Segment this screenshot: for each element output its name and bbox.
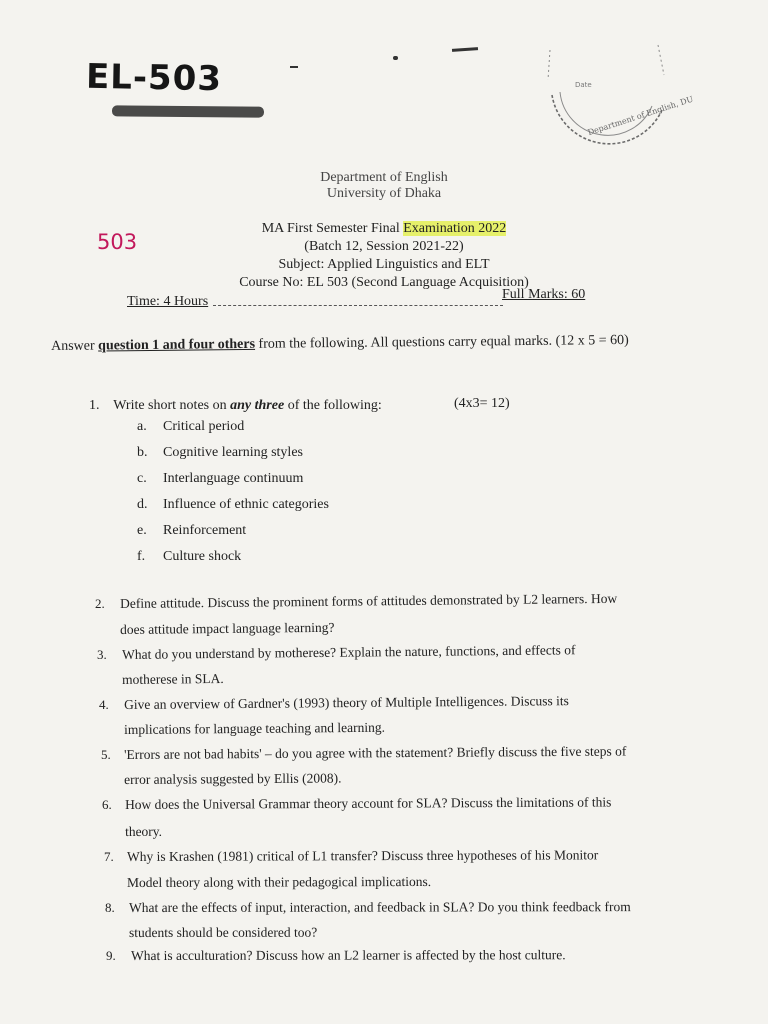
question-number: 8. [105,900,115,915]
question-text-line: What are the effects of input, interaction, and feedback in SLA? Do you think feedback from [129,899,631,915]
question-number: 6. [102,797,112,812]
course-line: Course No: EL 503 (Second Language Acquisition) [239,275,529,290]
instruction-prefix: Answer [51,338,99,354]
question-text-line: students should be considered too? [129,924,318,940]
list-item-text: Interlanguage continuum [163,471,304,486]
subject-line: Subject: Applied Linguistics and ELT [278,257,490,272]
question-text-end: of the following: [284,398,382,413]
question-text-line: Give an overview of Gardner's (1993) theory of Multiple Intelligences. Discuss its [124,693,569,712]
question-text-line: What do you understand by motherese? Explain the nature, functions, and effects of [122,642,576,662]
question-text-line: 'Errors are not bad habits' – do you agree with the statement? Briefly discuss the five steps of [124,743,627,762]
question-number: 9. [106,948,116,963]
question-number: 5. [101,747,111,762]
list-item-label: c. [137,471,147,486]
instruction-suffix: from the following. All questions carry equal marks. (12 x 5 = 60) [254,332,629,352]
exam-title-prefix: MA First Semester Final [261,221,404,236]
exam-title-highlight: Examination 2022 [403,221,507,236]
question-1-marks: (4x3= 12) [454,396,510,411]
list-item-label: e. [137,523,147,538]
strike-mark [112,105,264,117]
header-divider [213,305,503,306]
svg-text:Date: Date [575,81,592,89]
list-item-label: b. [137,445,148,460]
exam-title [0,221,768,237]
university-name: University of Dhaka [326,186,442,201]
list-item [137,497,329,513]
question-number: 4. [99,697,109,712]
list-item-text: Influence of ethnic categories [163,497,329,512]
list-item [137,419,244,435]
question-number: 3. [97,647,107,662]
list-item-label: a. [137,419,147,434]
exam-time: Time: 4 Hours [127,294,209,309]
question-text-line: What is acculturation? Discuss how an L2 learner is affected by the host culture. [131,947,566,963]
question-emphasis: any three [230,398,285,413]
question-text-line: Define attitude. Discuss the prominent forms of attitudes demonstrated by L2 learners. How [120,590,618,611]
list-item-text: Reinforcement [163,523,247,538]
question-text-line: motherese in SLA. [122,670,224,687]
list-item [137,549,241,565]
stray-mark [452,47,478,52]
list-item-label: f. [137,549,146,564]
question-text-line: error analysis suggested by Ellis (2008). [124,770,342,787]
question-text-line: does attitude impact language learning? [120,619,335,637]
list-item [137,523,246,539]
question-number: 1. [89,398,100,413]
department-name: Department of English [320,170,448,185]
handwritten-course-code: EL-503 [85,56,223,100]
list-item [137,445,303,461]
question-1 [89,398,382,414]
stray-mark [393,56,398,60]
list-item-text: Cognitive learning styles [163,445,303,460]
full-marks: Full Marks: 60 [502,287,586,302]
handwritten-margin-number: 503 [97,230,138,254]
list-item-text: Culture shock [163,549,242,564]
question-number: 2. [95,596,105,611]
batch-session: (Batch 12, Session 2021-22) [304,239,464,254]
list-item [137,471,303,487]
list-item-text: Critical period [163,419,245,434]
question-text-line: Why is Krashen (1981) critical of L1 transfer? Discuss three hypotheses of his Monitor [127,847,599,864]
question-text-line: theory. [125,823,163,839]
department-seal-stamp [540,40,695,150]
question-text: Write short notes on [113,398,231,413]
question-text-line: Model theory along with their pedagogical implications. [127,873,432,890]
question-text-line: How does the Universal Grammar theory account for SLA? Discuss the limitations of this [125,794,612,812]
svg-text:Department of English, DU: Department of English, DU [586,94,695,138]
instruction-underlined: question 1 and four others [98,336,256,354]
question-text-line: implications for language teaching and learning. [124,719,386,737]
list-item-label: d. [137,497,148,512]
question-number: 7. [104,849,114,864]
stray-mark [290,66,298,68]
instructions [51,333,629,355]
